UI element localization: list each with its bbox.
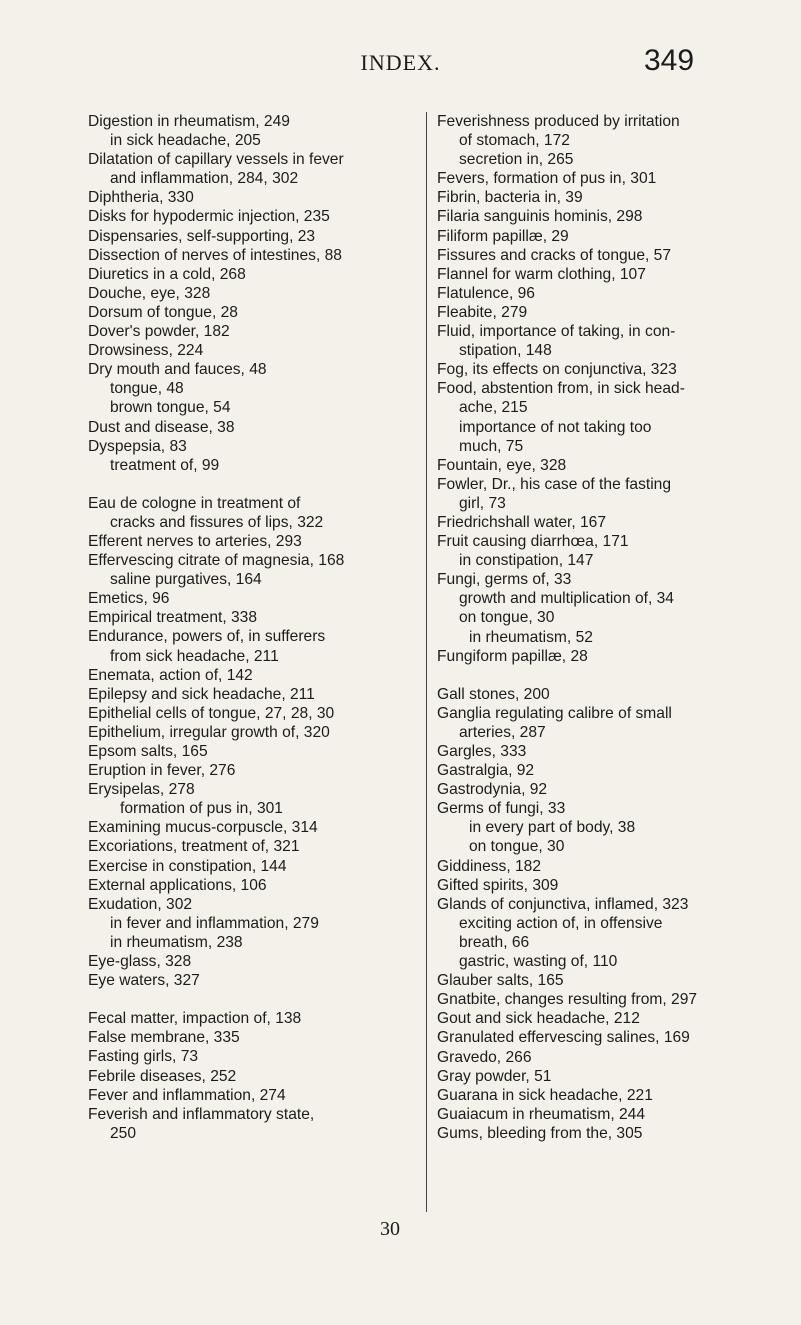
index-entry: Gall stones, 200 <box>437 685 550 703</box>
index-entry: Fasting girls, 73 <box>88 1048 199 1066</box>
index-entry: Epithelial cells of tongue, 27, 28, 30 <box>88 704 335 722</box>
index-entry: Dispensaries, self-supporting, 23 <box>88 227 316 245</box>
index-entry: Eye-glass, 328 <box>88 953 192 971</box>
index-subentry: breath, 66 <box>459 933 530 951</box>
index-subentry: in every part of body, 38 <box>469 819 636 837</box>
index-entry: Exudation, 302 <box>88 895 193 913</box>
index-subentry: gastric, wasting of, 110 <box>459 953 618 971</box>
index-entry: Fluid, importance of taking, in con- <box>437 323 676 341</box>
index-entry: Diphtheria, 330 <box>88 189 194 207</box>
index-entry: Food, abstention from, in sick head- <box>437 380 685 398</box>
index-entry: Effervescing citrate of magnesia, 168 <box>88 552 345 570</box>
index-subentry: growth and multiplication of, 34 <box>459 590 674 608</box>
signature-mark: 30 <box>380 1218 400 1240</box>
index-subentry: arteries, 287 <box>459 723 546 741</box>
index-subentry: girl, 73 <box>459 494 506 512</box>
index-subentry: of stomach, 172 <box>459 132 570 150</box>
index-entry: Epithelium, irregular growth of, 320 <box>88 723 330 741</box>
index-entry: Drowsiness, 224 <box>88 342 204 360</box>
index-entry: Fungiform papillæ, 28 <box>437 647 588 665</box>
index-subentry: secretion in, 265 <box>459 151 574 169</box>
index-column-left <box>88 112 408 1143</box>
index-entry: Douche, eye, 328 <box>88 284 211 302</box>
index-entry: Glauber salts, 165 <box>437 972 564 990</box>
index-entry: Dover's powder, 182 <box>88 323 230 341</box>
index-entry: Eye waters, 327 <box>88 972 200 990</box>
index-entry: Fountain, eye, 328 <box>437 456 567 474</box>
index-entry: Gray powder, 51 <box>437 1067 552 1085</box>
index-entry: Enemata, action of, 142 <box>88 666 253 684</box>
index-subentry: formation of pus in, 301 <box>120 800 283 818</box>
index-entry: Glands of conjunctiva, inflamed, 323 <box>437 895 689 913</box>
index-entry: Gastrodynia, 92 <box>437 781 548 799</box>
index-entry: Giddiness, 182 <box>437 857 542 875</box>
index-entry: Filaria sanguinis hominis, 298 <box>437 208 643 226</box>
index-entry: Disks for hypodermic injection, 235 <box>88 208 330 226</box>
index-entry: Epilepsy and sick headache, 211 <box>88 685 315 703</box>
index-entry: Filiform papillæ, 29 <box>437 227 569 245</box>
index-entry: Gout and sick headache, 212 <box>437 1010 640 1028</box>
index-entry: Gastralgia, 92 <box>437 762 535 780</box>
index-subentry: treatment of, 99 <box>110 456 220 474</box>
index-entry: Excoriations, treatment of, 321 <box>88 838 300 856</box>
index-entry: Flatulence, 96 <box>437 284 535 302</box>
index-entry: Gums, bleeding from the, 305 <box>437 1124 643 1142</box>
index-entry: Dust and disease, 38 <box>88 418 235 436</box>
index-entry: Guaiacum in rheumatism, 244 <box>437 1105 646 1123</box>
index-subentry: importance of not taking too <box>459 418 652 436</box>
index-entry: Feverish and inflammatory state, <box>88 1105 315 1123</box>
index-entry: Granulated effervescing salines, 169 <box>437 1029 690 1047</box>
index-entry: Fog, its effects on conjunctiva, 323 <box>437 361 677 379</box>
index-subentry: on tongue, 30 <box>459 609 555 627</box>
index-subentry: much, 75 <box>459 437 524 455</box>
index-entry: Diuretics in a cold, 268 <box>88 265 246 283</box>
index-subentry: in sick headache, 205 <box>110 132 261 150</box>
index-entry: Fowler, Dr., his case of the fasting <box>437 475 672 493</box>
index-entry: Gravedo, 266 <box>437 1048 532 1066</box>
index-entry: Dissection of nerves of intestines, 88 <box>88 246 342 264</box>
index-column-right <box>426 112 755 1212</box>
index-entry: Gifted spirits, 309 <box>437 876 559 894</box>
index-entry: Guarana in sick headache, 221 <box>437 1086 653 1104</box>
index-subentry: exciting action of, in offensive <box>459 914 663 932</box>
index-entry: Endurance, powers of, in sufferers <box>88 628 326 646</box>
index-entry: Dorsum of tongue, 28 <box>88 303 238 321</box>
index-entry: Digestion in rheumatism, 249 <box>88 113 290 130</box>
index-entry: Examining mucus-corpuscle, 314 <box>88 819 318 837</box>
index-entry: False membrane, 335 <box>88 1029 240 1047</box>
index-entry: Dyspepsia, 83 <box>88 437 187 455</box>
page-number: 349 <box>644 44 695 77</box>
index-entry: Fecal matter, impaction of, 138 <box>88 1010 302 1028</box>
index-subentry: on tongue, 30 <box>469 838 565 856</box>
index-entry: Efferent nerves to arteries, 293 <box>88 532 302 550</box>
index-subentry: cracks and fissures of lips, 322 <box>110 513 324 531</box>
index-entry: Eau de cologne in treatment of <box>88 494 301 512</box>
index-subentry: ache, 215 <box>459 399 528 417</box>
index-subentry: in fever and inflammation, 279 <box>110 914 319 932</box>
index-entry: Gnatbite, changes resulting from, 297 <box>437 991 698 1009</box>
index-entry: Flannel for warm clothing, 107 <box>437 265 646 283</box>
index-entry: Eruption in fever, 276 <box>88 762 236 780</box>
index-subentry: from sick headache, 211 <box>110 647 279 665</box>
index-entry: Friedrichshall water, 167 <box>437 513 607 531</box>
index-subentry: tongue, 48 <box>110 380 184 398</box>
index-entry: Dilatation of capillary vessels in fever <box>88 151 344 169</box>
index-entry: Fever and inflammation, 274 <box>88 1086 286 1104</box>
index-subentry: stipation, 148 <box>459 342 552 360</box>
index-entry: Ganglia regulating calibre of small <box>437 704 672 722</box>
index-entry: Fruit causing diarrhœa, 171 <box>437 533 629 551</box>
index-entry: Exercise in constipation, 144 <box>88 857 287 875</box>
index-entry: Empirical treatment, 338 <box>88 609 258 627</box>
index-entry: Epsom salts, 165 <box>88 743 208 760</box>
index-entry: Feverishness produced by irritation <box>437 113 680 130</box>
section-gap <box>88 475 408 494</box>
index-subentry: in rheumatism, 52 <box>469 628 593 646</box>
index-entry: Fibrin, bacteria in, 39 <box>437 189 583 207</box>
page-title: INDEX. <box>360 50 441 75</box>
index-entry: Erysipelas, 278 <box>88 781 195 799</box>
index-subentry: in rheumatism, 238 <box>110 933 243 951</box>
index-entry: Gargles, 333 <box>437 743 527 760</box>
index-entry: Fevers, formation of pus in, 301 <box>437 170 657 188</box>
index-entry: Fissures and cracks of tongue, 57 <box>437 246 672 264</box>
section-gap <box>88 990 408 1009</box>
index-entry: Fleabite, 279 <box>437 303 528 321</box>
index-entry: Germs of fungi, 33 <box>437 800 566 818</box>
index-entry: Dry mouth and fauces, 48 <box>88 361 267 379</box>
index-entry: Emetics, 96 <box>88 590 170 608</box>
index-subentry: saline purgatives, 164 <box>110 571 262 589</box>
page-header <box>0 44 801 84</box>
index-subentry: brown tongue, 54 <box>110 399 231 417</box>
index-subentry: in constipation, 147 <box>459 552 594 570</box>
index-entry: Fungi, germs of, 33 <box>437 571 572 589</box>
index-entry: Febrile diseases, 252 <box>88 1067 237 1085</box>
index-entry: External applications, 106 <box>88 876 267 894</box>
section-gap <box>437 666 755 685</box>
index-subentry: and inflammation, 284, 302 <box>110 170 299 188</box>
index-subentry: 250 <box>110 1124 137 1142</box>
